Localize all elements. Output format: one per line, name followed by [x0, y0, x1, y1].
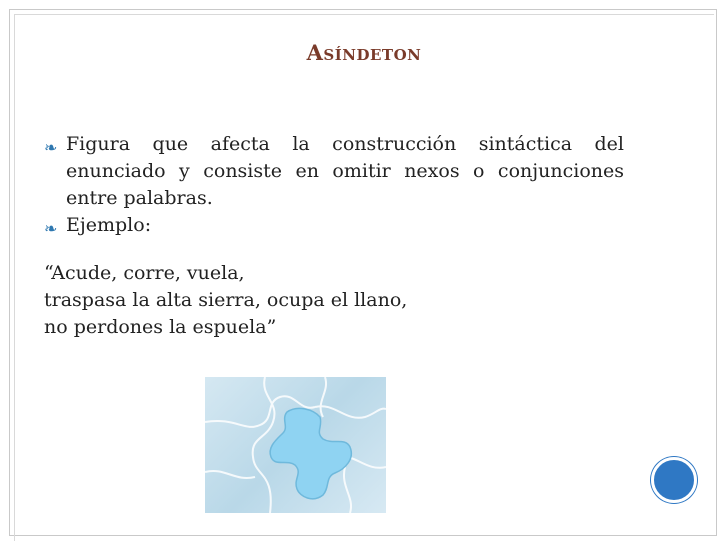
bullet-marker-icon: ❧ [44, 219, 58, 238]
quote-line: traspasa la alta sierra, ocupa el llano, [44, 289, 408, 311]
decorative-circle [651, 457, 697, 503]
bullet-item [44, 212, 624, 239]
quote-line: no perdones la espuela” [44, 316, 277, 338]
bullet-item [44, 131, 624, 212]
bullet-marker-icon: ❧ [44, 138, 58, 157]
bullet-text: Figura que afecta la construcción sintáctica del enunciado y consiste en omitir nexos o conjunciones entre palabras. [66, 133, 624, 209]
quote-block [44, 260, 604, 341]
bullet-text: Ejemplo: [66, 214, 152, 236]
slide-title: Asíndeton [306, 40, 422, 65]
puzzle-icon [205, 377, 386, 513]
quote-line: “Acude, corre, vuela, [44, 262, 245, 284]
bullet-list [44, 131, 624, 239]
puzzle-image [205, 377, 386, 513]
